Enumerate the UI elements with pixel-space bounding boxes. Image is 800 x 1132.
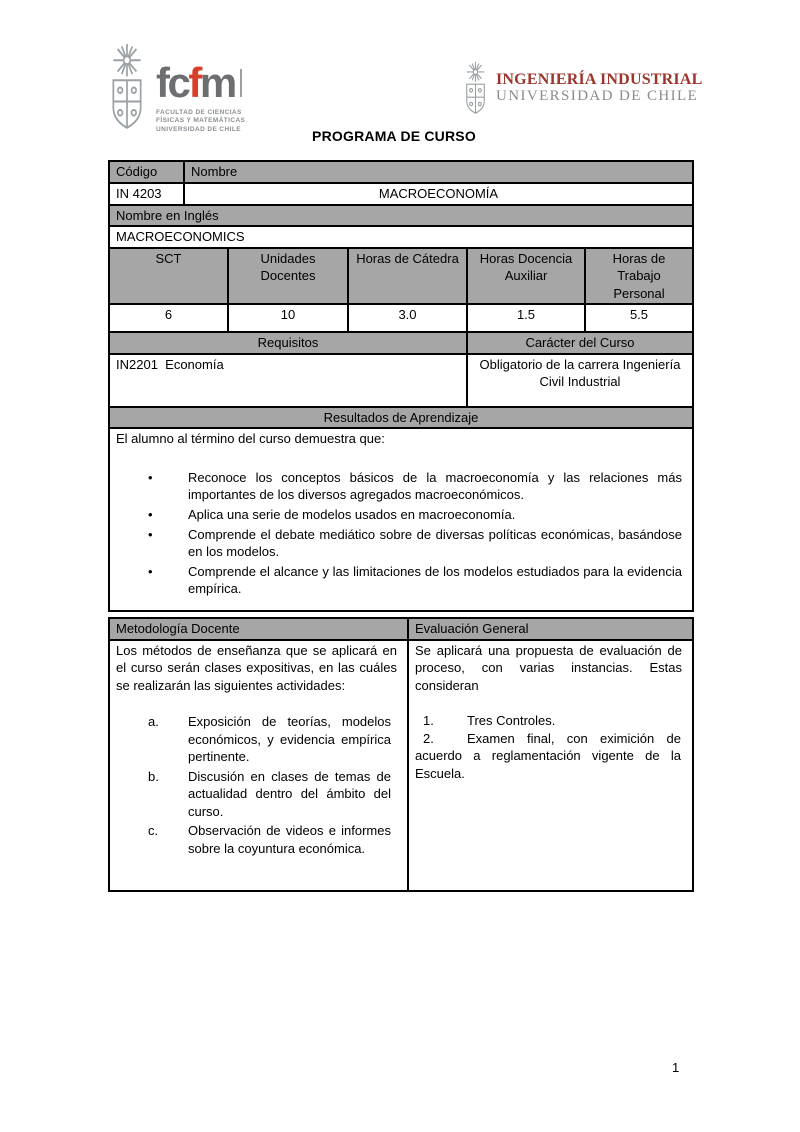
bullet-marker: • xyxy=(148,507,153,523)
horas-catedra-value-cell: 3.0 xyxy=(348,304,467,332)
caracter-curso-header-cell: Carácter del Curso xyxy=(467,332,693,354)
course-requisites-table xyxy=(108,331,694,408)
bullet-marker: • xyxy=(148,469,153,485)
list-item xyxy=(116,768,401,823)
table-row xyxy=(109,618,693,640)
table-row xyxy=(109,640,693,891)
dii-logo-line1: INGENIERÍA INDUSTRIAL xyxy=(496,70,703,88)
nombre-header-cell: Nombre xyxy=(184,161,693,183)
bullet-marker: • xyxy=(148,526,153,542)
item-number: 1. xyxy=(423,713,434,729)
dii-logo-text xyxy=(496,71,702,106)
learning-outcomes-table xyxy=(108,406,694,613)
nombre-value-cell: MACROECONOMÍA xyxy=(184,183,693,205)
list-item xyxy=(116,469,686,506)
requisitos-header-cell: Requisitos xyxy=(109,332,467,354)
item-text: Tres Controles. xyxy=(467,713,556,729)
caracter-curso-value-cell: Obligatorio de la carrera Ingeniería Civil Industrial xyxy=(467,354,693,407)
methodology-evaluation-grid xyxy=(108,617,694,892)
resultados-intro: El alumno al término del curso demuestra que: xyxy=(116,431,385,447)
table-row xyxy=(109,304,693,332)
item-number: 2. xyxy=(423,730,434,746)
item-text: Discusión en clases de temas de actualidad dentro del ámbito del curso. xyxy=(188,768,391,819)
item-marker: c. xyxy=(148,823,159,839)
bullet-text: Comprende el debate mediático sobre de diversas políticas económicas, basándose en los modelos. xyxy=(188,526,682,560)
page-number: 1 xyxy=(672,1060,680,1075)
fcfm-wordmark-red: f xyxy=(188,59,200,106)
fcfm-logo-rule xyxy=(240,69,242,97)
resultados-aprendizaje-header-cell: Resultados de Aprendizaje xyxy=(109,407,693,429)
evaluacion-item-list xyxy=(415,712,686,782)
codigo-value-cell: IN 4203 xyxy=(109,183,184,205)
item-text: Examen final, con eximición de acuerdo a reglamentación vigente de la Escuela. xyxy=(415,730,681,781)
unidades-docentes-value-cell: 10 xyxy=(228,304,348,332)
table-row xyxy=(109,161,693,183)
uchile-crest-icon xyxy=(462,62,489,114)
table-row xyxy=(109,354,693,407)
horas-catedra-header-cell: Horas de Cátedra xyxy=(348,248,467,305)
evaluacion-intro: Se aplicará una propuesta de evaluación de proceso, con varias instancias. Estas consideran xyxy=(415,642,682,693)
dii-logo-line2: UNIVERSIDAD DE CHILE xyxy=(496,88,699,105)
list-item xyxy=(116,526,686,563)
list-item xyxy=(415,730,686,783)
resultados-bullet-list xyxy=(116,469,686,600)
codigo-header-cell: Código xyxy=(109,161,184,183)
table-row xyxy=(109,226,693,248)
horas-trabajo-personal-value-cell: 5.5 xyxy=(585,304,693,332)
metodologia-item-list xyxy=(116,713,401,859)
bullet-text: Reconoce los conceptos básicos de la macroeconomía y las relaciones más importantes de los diversos agregados macroeconómicos. xyxy=(188,469,682,503)
nombre-ingles-value-cell: MACROECONOMICS xyxy=(109,226,693,248)
requisitos-value-cell: IN2201 Economía xyxy=(109,354,467,407)
fcfm-wordmark xyxy=(156,59,245,106)
course-credits-table xyxy=(108,247,694,334)
bullet-text: Comprende el alcance y las limitaciones de los modelos estudiados para la evidencia empírica. xyxy=(188,563,682,597)
metodologia-intro: Los métodos de enseñanza que se aplicará en el curso serán clases expositivas, en las cuáles se realizarán las siguientes actividades: xyxy=(116,642,397,693)
table-row xyxy=(109,407,693,429)
resultados-aprendizaje-content-cell xyxy=(109,428,693,611)
table-row xyxy=(109,332,693,354)
table-row xyxy=(109,183,693,205)
item-marker: a. xyxy=(148,714,159,730)
page-title: PROGRAMA DE CURSO xyxy=(312,128,476,144)
item-text: Observación de videos e informes sobre la coyuntura económica. xyxy=(188,823,391,857)
table-row xyxy=(109,428,693,611)
list-item xyxy=(116,506,686,526)
fcfm-caption-line: UNIVERSIDAD DE CHILE xyxy=(156,125,241,133)
item-text: Exposición de teorías, modelos económicos, y evidencia empírica pertinente. xyxy=(188,714,391,765)
methodology-evaluation-table xyxy=(108,617,692,892)
fcfm-logo-text xyxy=(156,44,245,134)
fcfm-caption-line: FACULTAD DE CIENCIAS xyxy=(156,109,242,116)
list-item xyxy=(116,822,401,859)
table-row xyxy=(109,205,693,227)
metodologia-docente-content-cell xyxy=(109,640,408,891)
horas-docencia-auxiliar-header-cell: Horas Docencia Auxiliar xyxy=(467,248,585,305)
fcfm-caption-line: FÍSICAS Y MATEMÁTICAS xyxy=(156,117,246,125)
metodologia-docente-header-cell: Metodología Docente xyxy=(109,618,408,640)
bullet-marker: • xyxy=(148,563,153,579)
evaluacion-general-header-cell: Evaluación General xyxy=(408,618,693,640)
list-item xyxy=(116,563,686,600)
list-item xyxy=(116,713,401,768)
nombre-ingles-header-cell: Nombre en Inglés xyxy=(109,205,693,227)
horas-trabajo-personal-header-cell: Horas de Trabajo Personal xyxy=(585,248,693,305)
fcfm-logo xyxy=(106,44,245,134)
course-info-table xyxy=(108,160,692,612)
horas-docencia-auxiliar-value-cell: 1.5 xyxy=(467,304,585,332)
uchile-crest-icon xyxy=(106,44,148,129)
course-english-name-table xyxy=(108,204,694,249)
bullet-text: Aplica una serie de modelos usados en macroeconomía. xyxy=(188,507,516,523)
sct-header-cell: SCT xyxy=(109,248,228,305)
ingenieria-industrial-logo xyxy=(462,62,702,114)
fcfm-wordmark-gray-right: m xyxy=(199,59,235,106)
sct-value-cell: 6 xyxy=(109,304,228,332)
evaluacion-general-content-cell xyxy=(408,640,693,891)
table-row xyxy=(109,248,693,305)
fcfm-wordmark-gray-left: fc xyxy=(156,59,189,106)
list-item xyxy=(415,712,686,730)
item-marker: b. xyxy=(148,768,159,784)
unidades-docentes-header-cell: Unidades Docentes xyxy=(228,248,348,305)
course-code-name-table xyxy=(108,160,694,206)
